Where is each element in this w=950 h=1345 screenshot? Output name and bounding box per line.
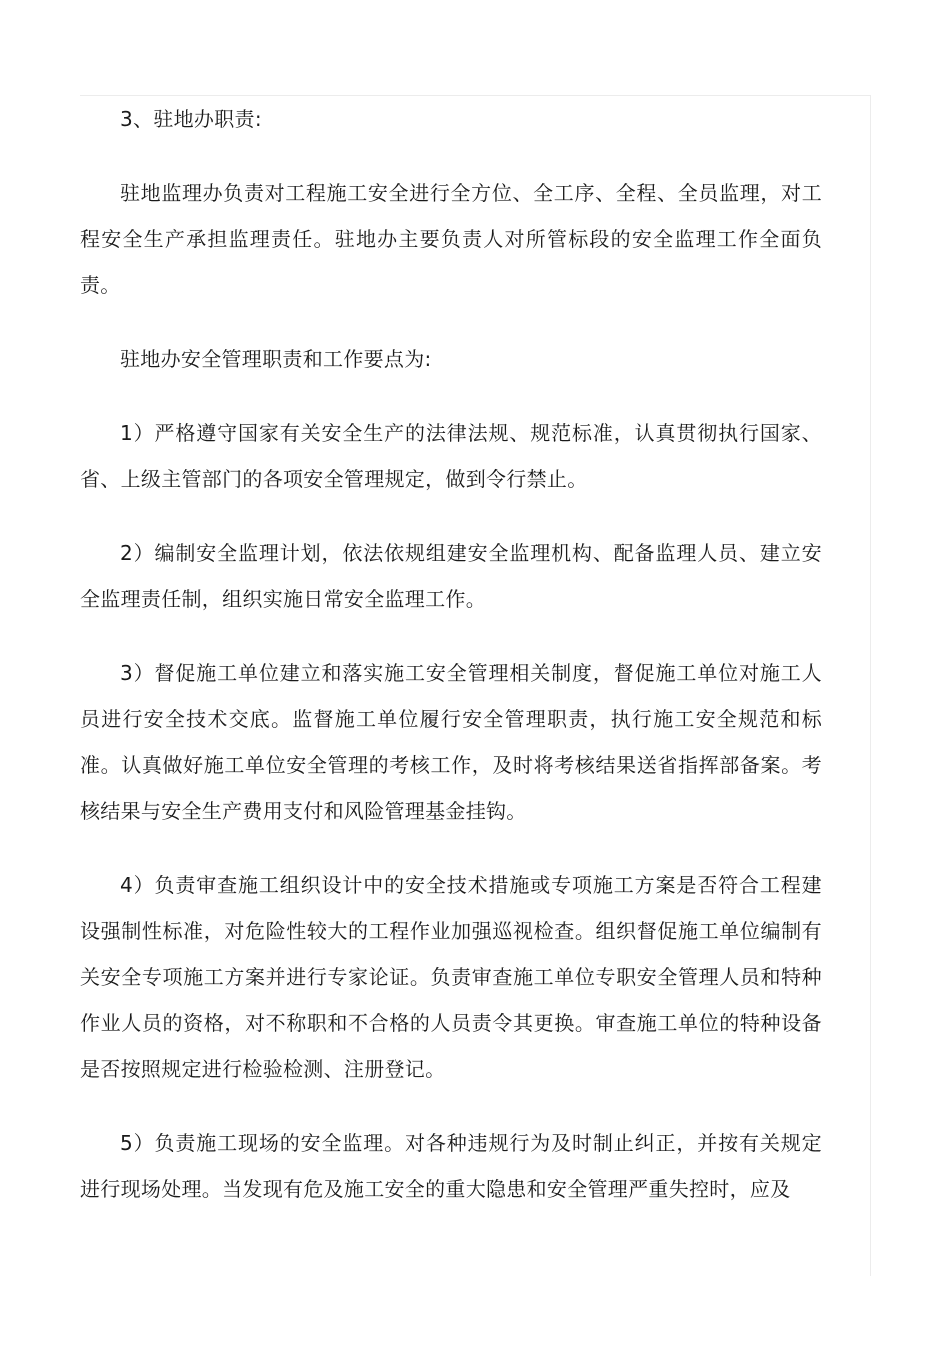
paragraph-item-4: 4）负责审查施工组织设计中的安全技术措施或专项施工方案是否符合工程建设强制性标准，对危险性较大的工程作业加强巡视检查。组织督促施工单位编制有关安全专项施工方案并进行专家论证。负责审查施工单位专职安全管理人员和特种作业人员的资格，对不称职和不合格的人员责令其更换。审查施工单位的特种设备是否按照规定进行检验检测、注册登记。 <box>80 873 822 1081</box>
paragraph-intro: 驻地监理办负责对工程施工安全进行全方位、全工序、全程、全员监理，对工程安全生产承担监理责任。驻地办主要负责人对所管标段的安全监理工作全面负责。 <box>80 181 822 297</box>
paragraph-item-5: 5）负责施工现场的安全监理。对各种违规行为及时制止纠正，并按有关规定进行现场处理。当发现有危及施工安全的重大隐患和安全管理严重失控时，应及 <box>80 1131 822 1201</box>
paragraph-duties-lead: 驻地办安全管理职责和工作要点为: <box>120 347 432 371</box>
paragraph-item-1: 1）严格遵守国家有关安全生产的法律法规、规范标准，认真贯彻执行国家、省、上级主管部门的各项安全管理规定，做到令行禁止。 <box>80 421 822 491</box>
section-heading: 3、驻地办职责: <box>120 107 262 131</box>
document-body <box>80 96 822 1240</box>
paragraph-item-2: 2）编制安全监理计划，依法依规组建安全监理机构、配备监理人员、建立安全监理责任制，组织实施日常安全监理工作。 <box>80 541 822 611</box>
paragraph-item-3: 3）督促施工单位建立和落实施工安全管理相关制度，督促施工单位对施工人员进行安全技术交底。监督施工单位履行安全管理职责，执行施工安全规范和标准。认真做好施工单位安全管理的考核工作，及时将考核结果送省指挥部备案。考核结果与安全生产费用支付和风险管理基金挂钩。 <box>80 661 822 823</box>
